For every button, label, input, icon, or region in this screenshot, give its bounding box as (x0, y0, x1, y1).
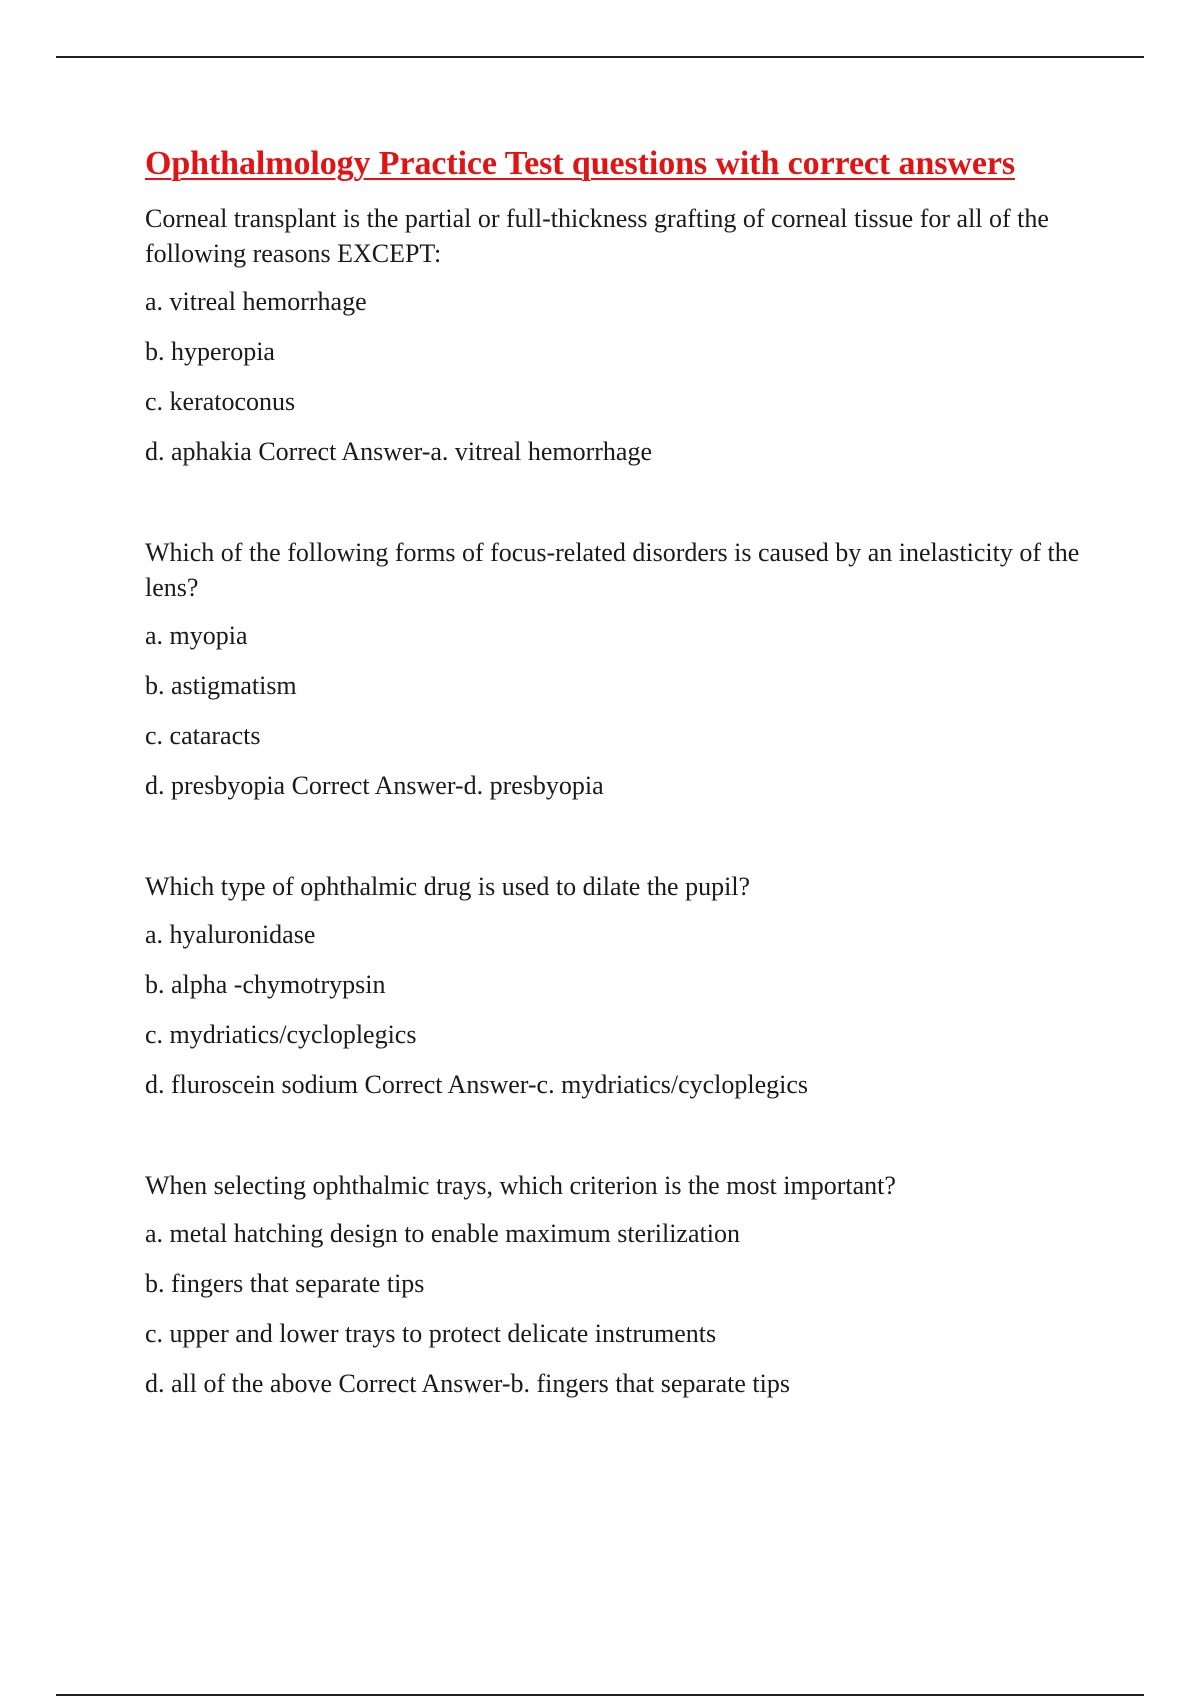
question-block-3 (145, 869, 1105, 1102)
header-rule (56, 56, 1144, 58)
option-b: b. alpha -chymotrypsin (145, 970, 386, 999)
option-b: b. fingers that separate tips (145, 1269, 425, 1298)
option-a: a. metal hatching design to enable maximum sterilization (145, 1219, 740, 1248)
option-d-with-answer: d. aphakia Correct Answer-a. vitreal hemorrhage (145, 437, 652, 466)
option-a: a. vitreal hemorrhage (145, 287, 367, 316)
option-d-with-answer: d. all of the above Correct Answer-b. fingers that separate tips (145, 1369, 790, 1398)
option-d-with-answer: d. presbyopia Correct Answer-d. presbyopia (145, 771, 604, 800)
question-block-1 (145, 201, 1105, 469)
footer-rule (56, 1694, 1144, 1696)
question-text: Corneal transplant is the partial or full-thickness grafting of corneal tissue for all of the following reasons EXCEPT: (145, 204, 1049, 268)
option-b: b. astigmatism (145, 671, 297, 700)
option-a: a. myopia (145, 621, 248, 650)
option-c: c. cataracts (145, 721, 261, 750)
option-c: c. mydriatics/cycloplegics (145, 1020, 417, 1049)
question-block-4 (145, 1168, 1105, 1401)
question-text: Which of the following forms of focus-related disorders is caused by an inelasticity of the lens? (145, 538, 1080, 602)
option-a: a. hyaluronidase (145, 920, 316, 949)
document-body (145, 144, 1105, 1416)
option-b: b. hyperopia (145, 337, 275, 366)
question-spacer (145, 484, 1105, 535)
option-d-with-answer: d. fluroscein sodium Correct Answer-c. mydriatics/cycloplegics (145, 1070, 809, 1099)
question-text: Which type of ophthalmic drug is used to dilate the pupil? (145, 872, 751, 901)
option-c: c. keratoconus (145, 387, 296, 416)
question-spacer (145, 818, 1105, 869)
question-spacer (145, 1117, 1105, 1168)
question-block-2 (145, 535, 1105, 803)
document-title: Ophthalmology Practice Test questions with correct answers (145, 145, 1015, 182)
question-text: When selecting ophthalmic trays, which criterion is the most important? (145, 1171, 896, 1200)
option-c: c. upper and lower trays to protect delicate instruments (145, 1319, 717, 1348)
